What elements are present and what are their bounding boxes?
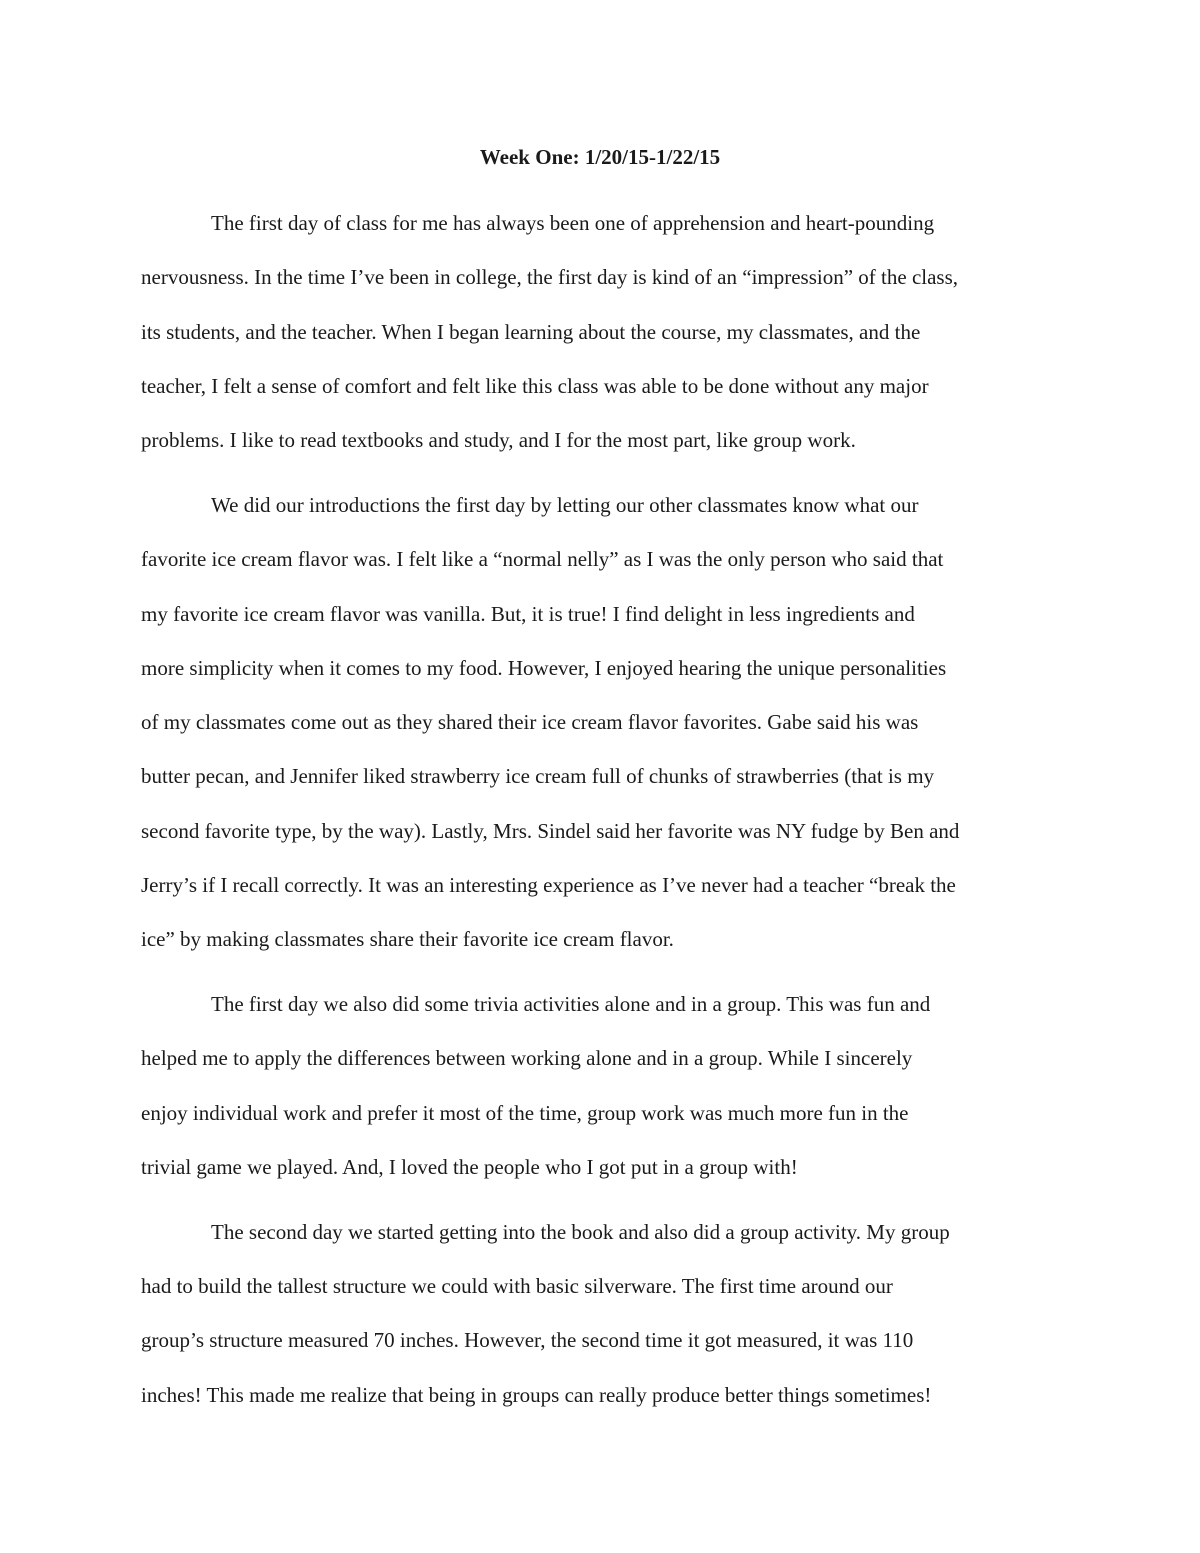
text-line: group’s structure measured 70 inches. However, the second time it got measured, it was 110 [141,1328,914,1353]
text-line: had to build the tallest structure we could with basic silverware. The first time around our [141,1274,893,1299]
paragraph-4 [141,1205,1059,1422]
text-line: trivial game we played. And, I loved the people who I got put in a group with! [141,1155,798,1180]
text-line: second favorite type, by the way). Lastly, Mrs. Sindel said her favorite was NY fudge by Ben and [141,818,960,843]
text-line: butter pecan, and Jennifer liked strawberry ice cream full of chunks of strawberries (that is my [141,764,935,789]
text-line: ice” by making classmates share their favorite ice cream flavor. [141,927,674,952]
text-line: The first day of class for me has always been one of apprehension and heart-pounding [211,211,935,235]
text-line: more simplicity when it comes to my food. However, I enjoyed hearing the unique personalities [141,655,947,680]
text-line: The second day we started getting into the book and also did a group activity. My group [211,1219,950,1244]
document-body [141,196,1059,1433]
text-line: inches! This made me realize that being in groups can really produce better things sometimes! [141,1382,932,1407]
text-line: of my classmates come out as they shared their ice cream flavor favorites. Gabe said his was [141,710,919,735]
text-line: teacher, I felt a sense of comfort and felt like this class was able to be done without any major [141,373,929,398]
text-line: its students, and the teacher. When I began learning about the course, my classmates, and the [141,319,921,344]
paragraph-1 [141,196,1059,467]
text-line: The first day we also did some trivia activities alone and in a group. This was fun and [211,992,931,1017]
text-line: helped me to apply the differences between working alone and in a group. While I sincerely [141,1046,913,1071]
text-line: enjoy individual work and prefer it most of the time, group work was much more fun in the [141,1100,909,1125]
text-line: favorite ice cream flavor was. I felt like a “normal nelly” as I was the only person who said that [141,547,944,572]
paragraph-3 [141,977,1059,1194]
paragraph-2 [141,478,1059,967]
page-title: Week One: 1/20/15-1/22/15 [479,145,721,169]
text-line: We did our introductions the first day by letting our other classmates know what our [211,492,919,517]
text-line: Jerry’s if I recall correctly. It was an interesting experience as I’ve never had a teacher “break the [141,873,956,898]
text-line: problems. I like to read textbooks and study, and I for the most part, like group work. [141,428,856,453]
text-line: my favorite ice cream flavor was vanilla. But, it is true! I find delight in less ingredients and [141,601,915,626]
text-line: nervousness. In the time I’ve been in college, the first day is kind of an “impression” of the class, [141,265,959,290]
